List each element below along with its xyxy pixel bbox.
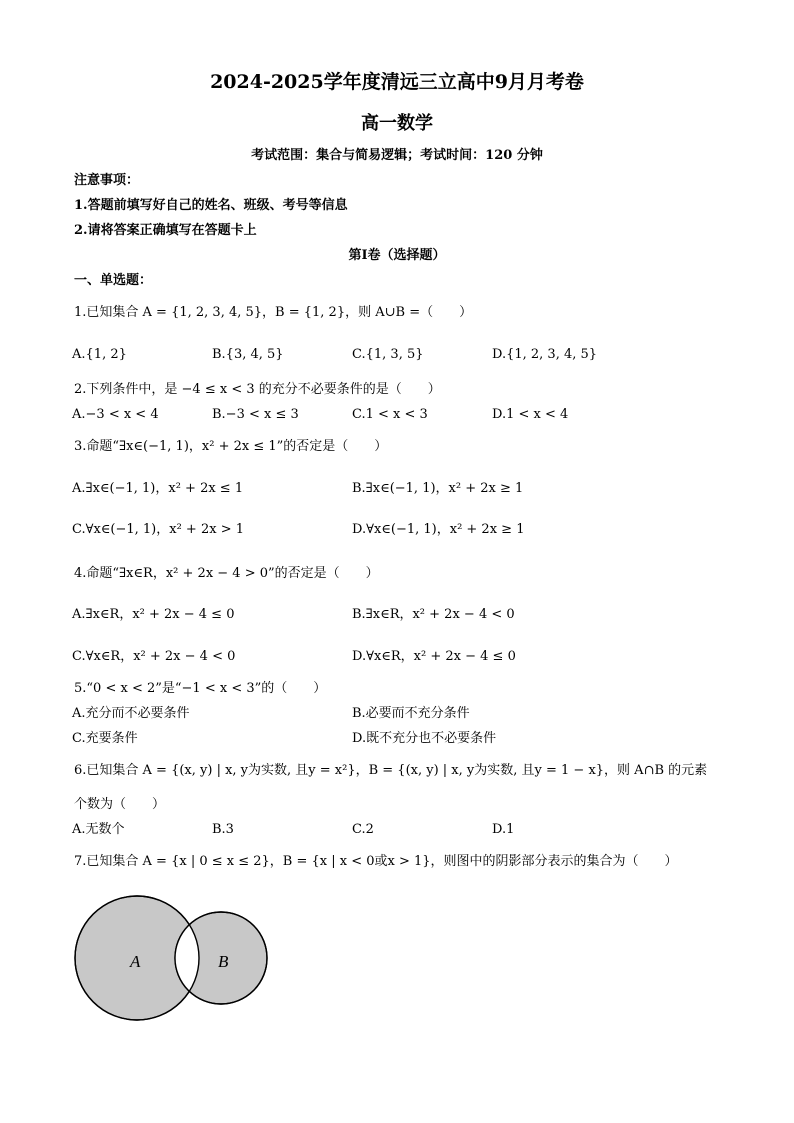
question-stem: 6.已知集合 A = {(x, y) | x, y为实数, 且y = x²}，B = {(x, y) | x, y为实数, 且y = 1 − x}，则 A∩B 的元素 (74, 763, 708, 778)
section-title: 一、单选题： (74, 273, 153, 288)
venn-diagram (66, 888, 278, 1028)
part-title: 第Ⅰ卷（选择题） (348, 248, 446, 263)
option-c: C.{1, 3, 5} (352, 347, 424, 362)
question-stem: 5.“0 < x < 2”是“−1 < x < 3”的（ ） (74, 681, 327, 696)
option-b: B.∃x∈(−1, 1)，x² + 2x ≥ 1 (352, 481, 524, 496)
option-d: D.∀x∈(−1, 1)，x² + 2x ≥ 1 (352, 522, 525, 537)
note-item: 1.答题前填写好自己的姓名、班级、考号等信息 (74, 198, 348, 213)
exam-title: 2024-2025学年度清远三立高中9月月考卷 (210, 71, 584, 93)
question-stem: 1.已知集合 A = {1, 2, 3, 4, 5}，B = {1, 2}，则 A∪B =（ ） (74, 305, 473, 320)
exam-info: 考试范围：集合与简易逻辑；考试时间：120 分钟 (251, 148, 543, 163)
option-c: C.充要条件 (72, 731, 138, 746)
option-a: A.∃x∈(−1, 1)，x² + 2x ≤ 1 (72, 481, 244, 496)
note-item: 2.请将答案正确填写在答题卡上 (74, 223, 257, 238)
notes-heading: 注意事项： (74, 173, 140, 188)
option-a: A.{1, 2} (72, 347, 127, 362)
option-c: C.1 < x < 3 (352, 407, 428, 422)
option-d: D.∀x∈R，x² + 2x − 4 ≤ 0 (352, 649, 516, 664)
option-c: C.2 (352, 822, 374, 837)
option-a: A.充分而不必要条件 (72, 706, 190, 721)
question-stem-continued: 个数为（ ） (74, 797, 166, 812)
question-stem: 4.命题“∃x∈R，x² + 2x − 4 > 0”的否定是（ ） (74, 566, 379, 581)
set-b-label: B (218, 952, 229, 971)
option-b: B.−3 < x ≤ 3 (212, 407, 299, 422)
option-c: C.∀x∈R，x² + 2x − 4 < 0 (72, 649, 236, 664)
option-d: D.1 (492, 822, 515, 837)
question-stem: 7.已知集合 A = {x | 0 ≤ x ≤ 2}，B = {x | x < 0或x > 1}，则图中的阴影部分表示的集合为（ ） (74, 854, 678, 869)
option-c: C.∀x∈(−1, 1)，x² + 2x > 1 (72, 522, 244, 537)
option-a: A.−3 < x < 4 (72, 407, 159, 422)
option-b: B.∃x∈R，x² + 2x − 4 < 0 (352, 607, 515, 622)
option-d: D.既不充分也不必要条件 (352, 731, 497, 746)
option-a: A.∃x∈R，x² + 2x − 4 ≤ 0 (72, 607, 235, 622)
option-b: B.{3, 4, 5} (212, 347, 284, 362)
option-a: A.无数个 (72, 822, 125, 837)
exam-subtitle: 高一数学 (361, 113, 433, 134)
set-a-label: A (130, 952, 141, 971)
option-b: B.3 (212, 822, 234, 837)
question-stem: 2.下列条件中，是 −4 ≤ x < 3 的充分不必要条件的是（ ） (74, 382, 441, 397)
option-d: D.1 < x < 4 (492, 407, 569, 422)
option-d: D.{1, 2, 3, 4, 5} (492, 347, 598, 362)
option-b: B.必要而不充分条件 (352, 706, 470, 721)
question-stem: 3.命题“∃x∈(−1, 1)，x² + 2x ≤ 1”的否定是（ ） (74, 439, 388, 454)
